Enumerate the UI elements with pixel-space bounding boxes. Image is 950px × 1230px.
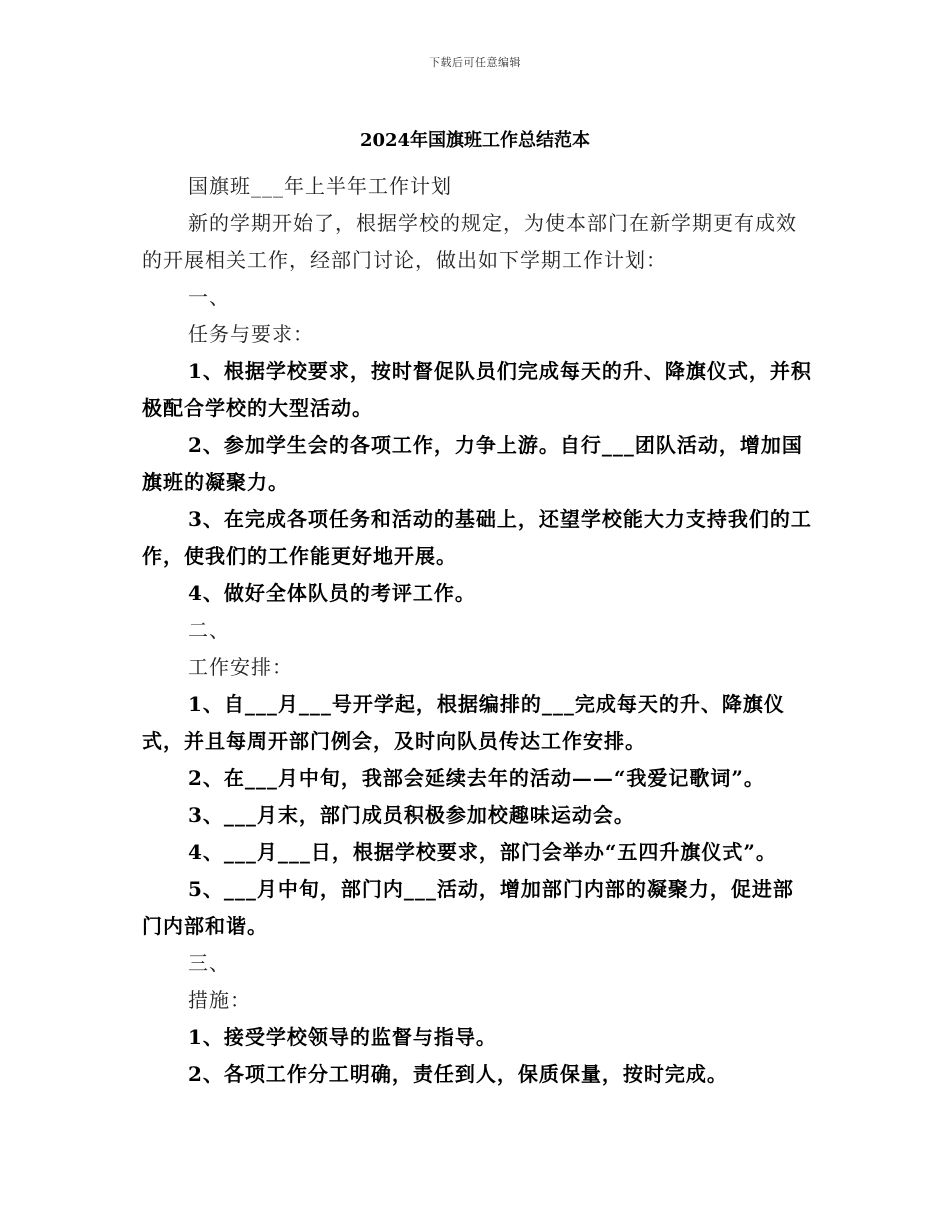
section-heading-three: 三、 [188, 951, 230, 975]
section-title-arrangement: 工作安排： [188, 655, 293, 679]
section-heading-two: 二、 [188, 618, 230, 642]
arrangement-item-5: 5、___月中旬，部门内___活动，增加部门内部的凝聚力，促进部门内部和谐。 [142, 877, 794, 938]
section-title-tasks: 任务与要求： [188, 322, 314, 346]
arrangement-item-4: 4、___月___日，根据学校要求，部门会举办“五四升旗仪式”。 [188, 840, 777, 864]
measure-item-1: 1、接受学校领导的监督与指导。 [188, 1025, 497, 1049]
section-title-measures: 措施： [188, 988, 251, 1012]
section-heading-one: 一、 [188, 285, 230, 309]
task-item-4: 4、做好全体队员的考评工作。 [188, 581, 476, 605]
page-header-note: 下载后可任意编辑 [429, 56, 521, 69]
arrangement-item-1: 1、自___月___号开学起，根据编排的___完成每天的升、降旗仪式，并且每周开部门例会，及时向队员传达工作安排。 [142, 692, 785, 753]
arrangement-item-3: 3、___月末，部门成员积极参加校趣味运动会。 [188, 803, 635, 827]
paragraph-plan-heading: 国旗班___年上半年工作计划 [188, 174, 452, 198]
arrangement-item-2: 2、在___月中旬，我部会延续去年的活动——“我爱记歌词”。 [188, 766, 765, 790]
task-item-2: 2、参加学生会的各项工作，力争上游。自行___团队活动，增加国旗班的凝聚力。 [142, 433, 803, 494]
task-item-3: 3、在完成各项任务和活动的基础上，还望学校能大力支持我们的工作，使我们的工作能更好地开展。 [142, 507, 812, 568]
paragraph-intro: 新的学期开始了，根据学校的规定，为使本部门在新学期更有成效的开展相关工作，经部门讨论，做出如下学期工作计划： [142, 211, 797, 272]
document-title: 2024年国旗班工作总结范本 [359, 130, 591, 151]
measure-item-2: 2、各项工作分工明确，责任到人，保质保量，按时完成。 [188, 1062, 728, 1086]
task-item-1: 1、根据学校要求，按时督促队员们完成每天的升、降旗仪式，并积极配合学校的大型活动。 [142, 359, 812, 420]
